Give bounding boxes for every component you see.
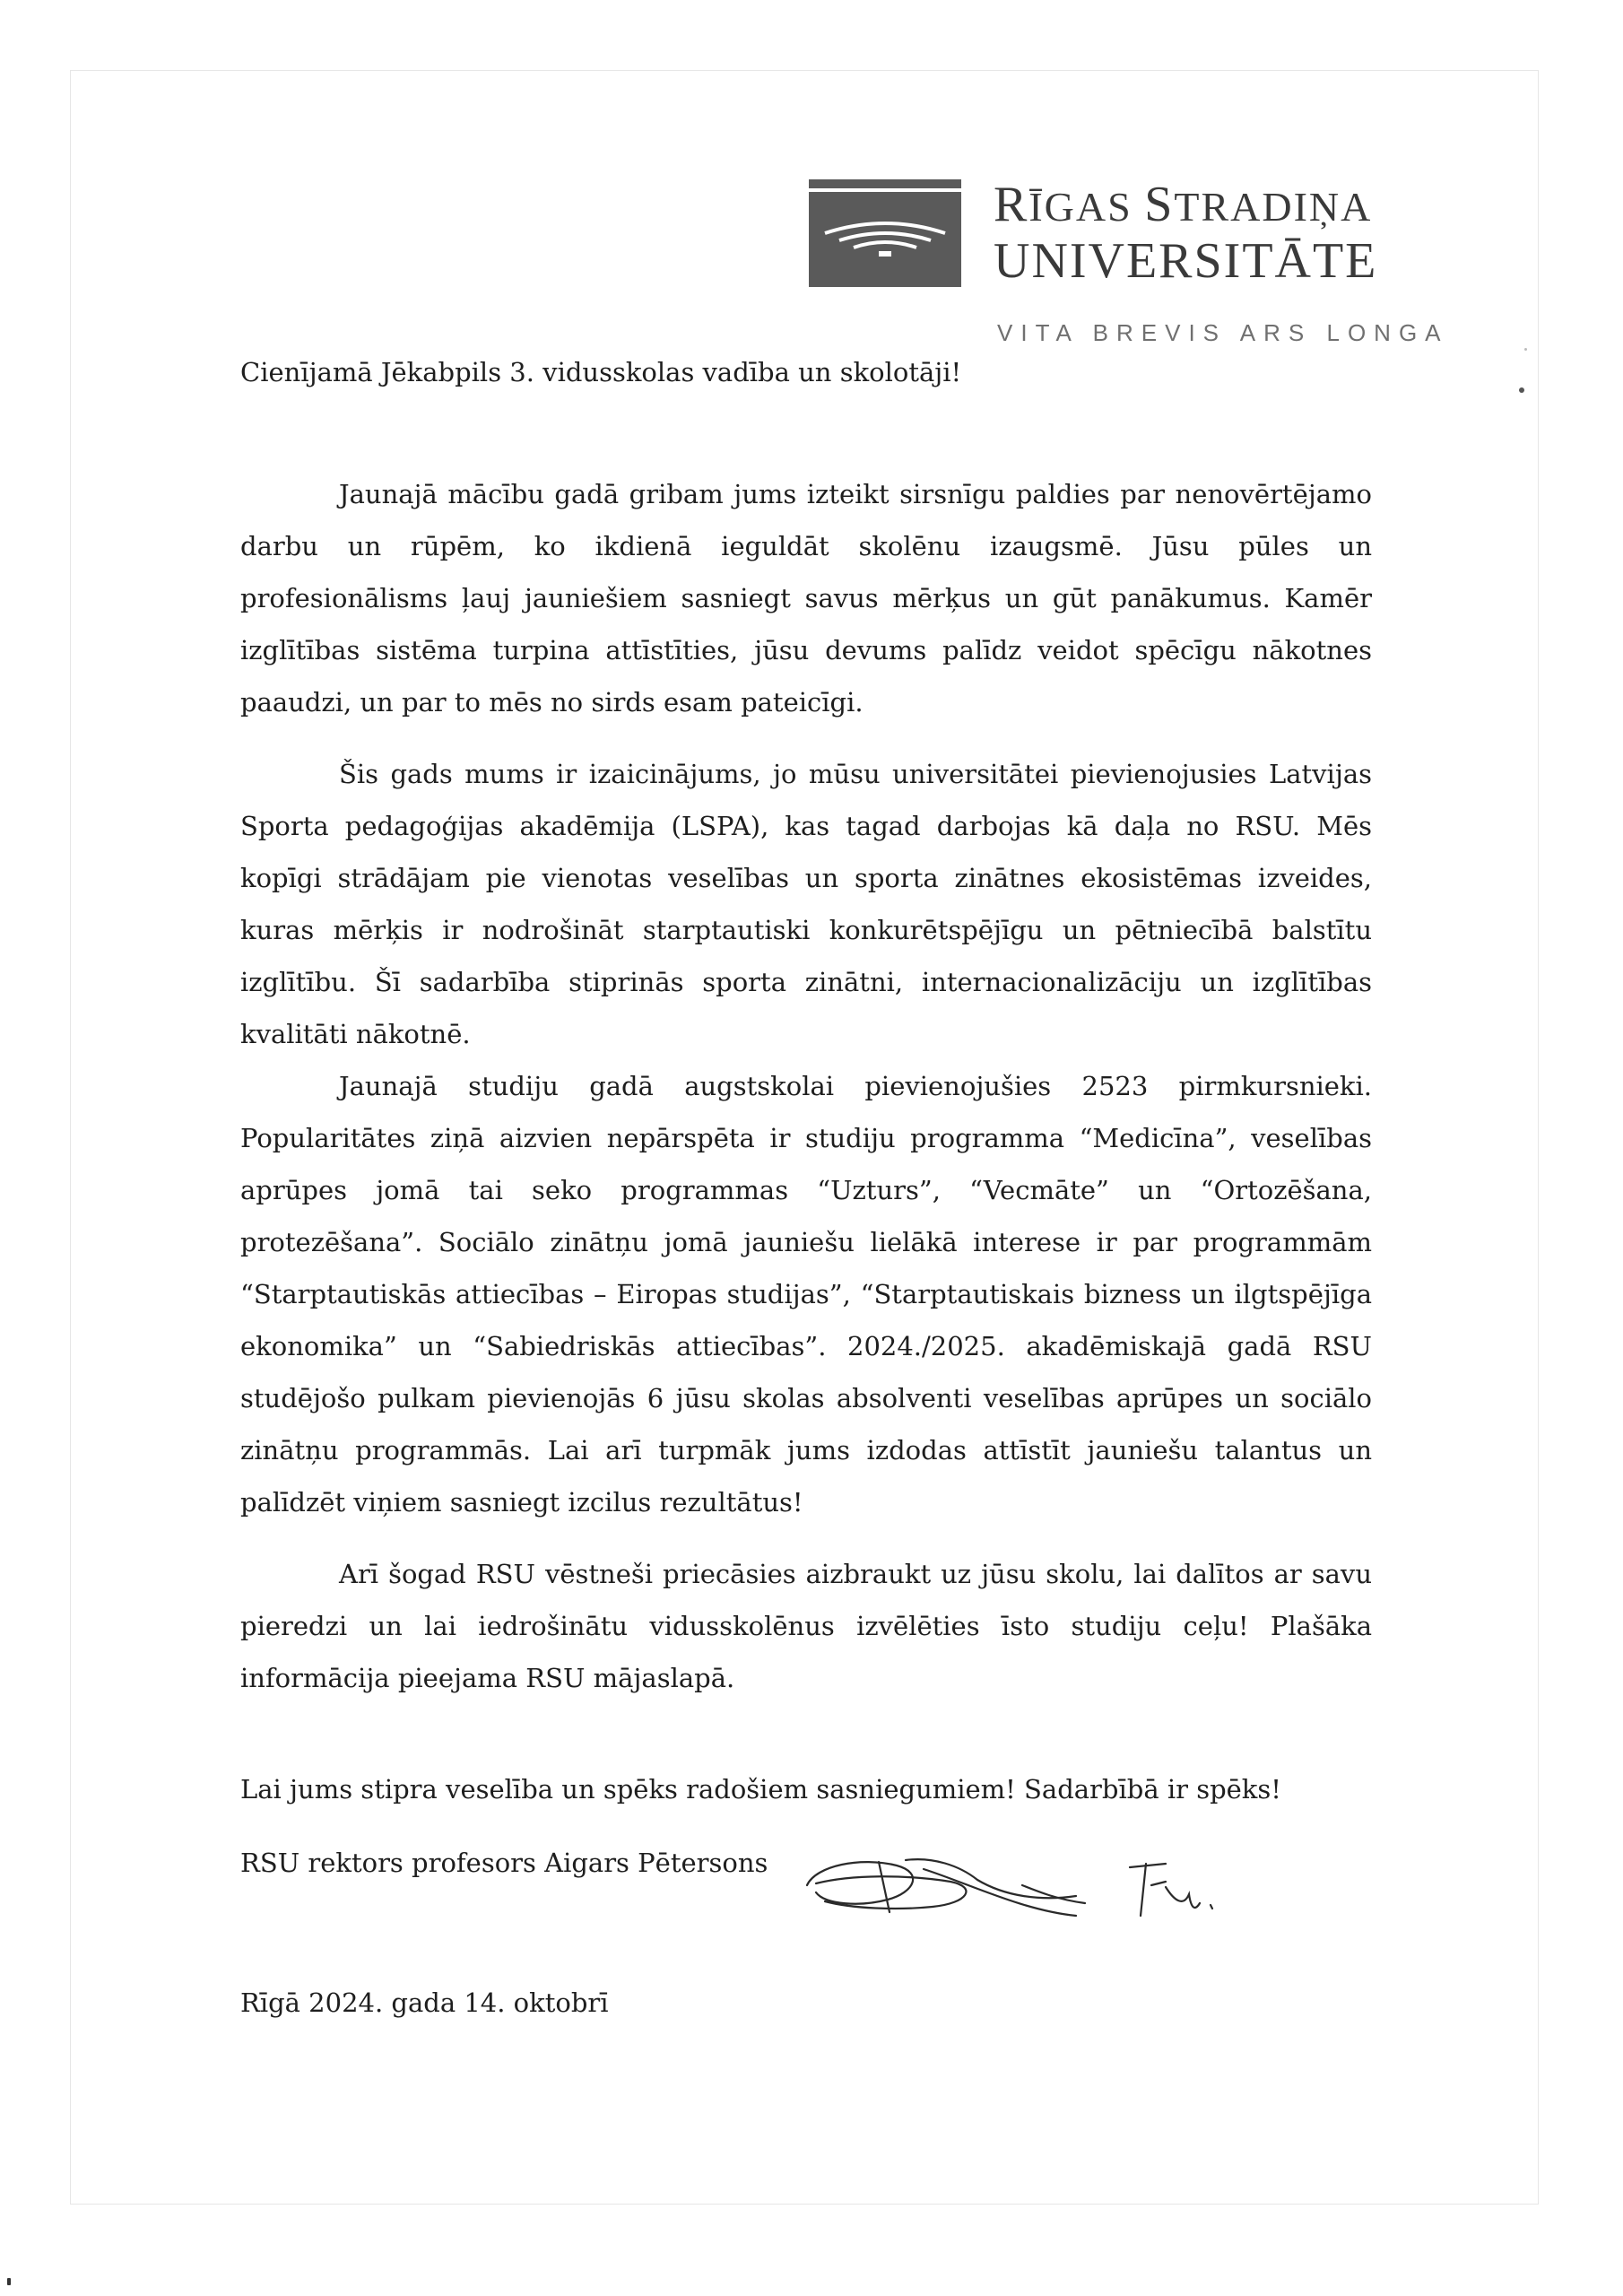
body-paragraph: Jaunajā mācību gadā gribam jums izteikt sirsnīgu paldies par nenovērtējamo darbu un rūpēm, ko ikdienā ieguldāt skolēnu izaugsmē. Jūsu pūles un profesionālisms ļauj jauniešiem sasniegt savus mērķus un gūt panākumus. Kamēr izglītības sistēma turpina attīstīties, jūsu devums palīdz veidot spēcīgu nākotnes paaudzi, un par to mēs no sirds esam pateicīgi. [240,479,1372,718]
scan-speck [7,2278,11,2285]
letter-date: Rīgā 2024. gada 14. oktobrī [240,1987,609,2018]
letter-closing: Lai jums stipra veselība un spēks radošiem sasniegumiem! Sadarbībā ir spēks! [240,1774,1281,1805]
scan-speck [1524,348,1527,351]
letter-body [240,468,1372,1704]
wordmark-line-1: RĪGAS STRADIŅA [994,177,1373,232]
body-paragraph: Jaunajā studiju gadā augstskolai pievienojušies 2523 pirmkursnieki. Popularitātes ziņā aizvien nepārspēta ir studiju programma “Medicīna”, veselības aprūpes jomā tai seko programmas “Uzturs”, “Vecmāte” un “Ortozēšana, protezēšana”. Sociālo zinātņu jomā jauniešu lielākā interese ir par programmām “Starptautiskās attiecības – Eiropas studijas”, “Starptautiskais bizness un ilgtspējīga ekonomika” un “Sabiedriskās attiecības”. 2024./2025. akadēmiskajā gadā RSU studējošo pulkam pievienojās 6 jūsu skolas absolventi veselības aprūpes un sociālo zinātņu programmās. Lai arī turpmāk jums izdodas attīstīt jauniešu talantus un palīdzēt viņiem sasniegt izcilus rezultātus! [240,1071,1372,1518]
signer-name: RSU rektors profesors Aigars Pētersons [240,1848,768,1878]
university-wordmark [994,178,1377,288]
handwritten-signature [789,1830,1255,1937]
scan-speck [1519,387,1524,393]
body-paragraph: Arī šogad RSU vēstneši priecāsies aizbraukt uz jūsu skolu, lai dalītos ar savu pieredzi un lai iedrošinātu vidusskolēnus izvēlēties īsto studiju ceļu! Plašāka informācija pieejama RSU mājaslapā. [240,1559,1372,1693]
letter-salutation: Cienījamā Jēkabpils 3. vidusskolas vadība un skolotāji! [240,357,962,387]
university-motto: VITA BREVIS ARS LONGA [997,319,1449,346]
wordmark-line-2: UNIVERSITĀTE [994,233,1378,289]
university-logo-icon [809,179,961,287]
body-paragraph: Šis gads mums ir izaicinājums, jo mūsu universitātei pievienojusies Latvijas Sporta pedagoģijas akadēmija (LSPA), kas tagad darbojas kā daļa no RSU. Mēs kopīgi strādājam pie vienotas veselības un sporta zinātnes ekosistēmas izveides, kuras mērķis ir nodrošināt starptautiski konkurētspējīgu un pētniecībā balstītu izglītību. Šī sadarbība stiprinās sporta zinātni, internacionalizāciju un izglītības kvalitāti nākotnē. [240,759,1372,1049]
